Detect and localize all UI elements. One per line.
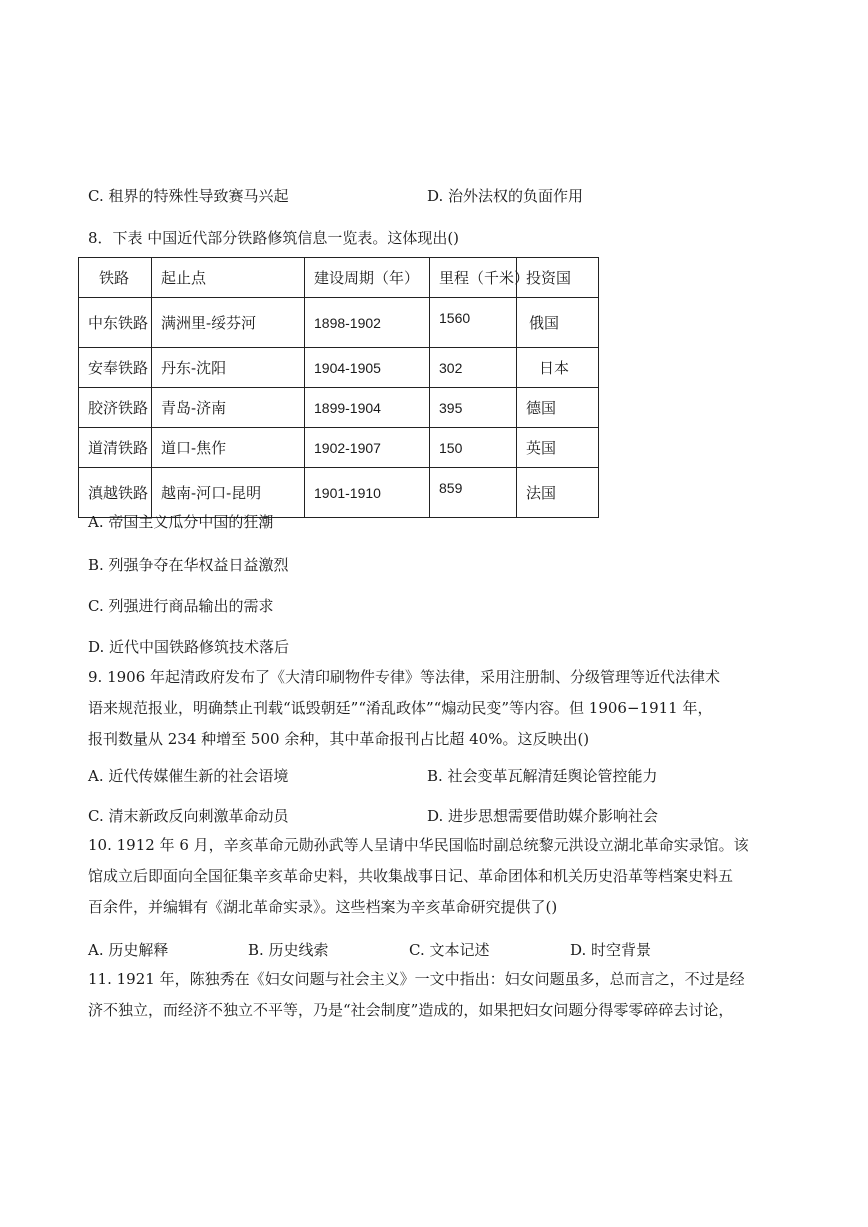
table-cell: 青岛-济南 — [152, 388, 305, 428]
table-cell: 1901-1910 — [305, 468, 430, 518]
q10-option-b: B. 历史线索 — [248, 941, 329, 959]
q9-option-b: B. 社会变革瓦解清廷舆论管控能力 — [427, 767, 658, 785]
table-cell: 1899-1904 — [305, 388, 430, 428]
table-cell: 滇越铁路 — [79, 468, 152, 518]
q7-option-c: C. 租界的特殊性导致赛马兴起 — [88, 187, 289, 205]
table-row — [79, 348, 599, 388]
table-cell: 道口-焦作 — [152, 428, 305, 468]
table-row — [79, 468, 599, 518]
q9-option-c: C. 清末新政反向刺激革命动员 — [88, 807, 289, 825]
table-cell: 满洲里-绥芬河 — [152, 298, 305, 348]
table-header-cell: 建设周期（年） — [305, 258, 430, 298]
q8-option-d: D. 近代中国铁路修筑技术落后 — [88, 638, 290, 656]
q9-stem-line-1: 9. 1906 年起清政府发布了《大清印刷物件专律》等法律，采用注册制、分级管理等近代法律术 — [88, 668, 721, 686]
table-cell: 德国 — [517, 388, 599, 428]
table-header-cell: 起止点 — [152, 258, 305, 298]
table-row — [79, 388, 599, 428]
q9-stem-line-3: 报刊数量从 234 种增至 500 余种，其中革命报刊占比超 40%。这反映出() — [88, 730, 590, 748]
table-header-cell: 投资国 — [517, 258, 599, 298]
table-cell: 302 — [430, 348, 517, 388]
table-cell: 英国 — [517, 428, 599, 468]
table-cell: 中东铁路 — [79, 298, 152, 348]
table-cell: 道清铁路 — [79, 428, 152, 468]
table-cell: 日本 — [517, 348, 599, 388]
q10-option-c: C. 文本记述 — [409, 941, 490, 959]
table-cell: 859 — [430, 468, 517, 518]
table-cell: 法国 — [517, 468, 599, 518]
q8-option-a: A. 帝国主义瓜分中国的狂潮 — [88, 513, 274, 531]
q9-stem-line-2: 语来规范报业，明确禁止刊载“诋毁朝廷”“淆乱政体”“煽动民变”等内容。但 1906−1911 年， — [88, 699, 713, 717]
table-cell: 安奉铁路 — [79, 348, 152, 388]
table-cell: 1560 — [430, 298, 517, 348]
q10-option-a: A. 历史解释 — [88, 941, 169, 959]
table-cell: 1904-1905 — [305, 348, 430, 388]
table-row — [79, 428, 599, 468]
table-cell: 越南-河口-昆明 — [152, 468, 305, 518]
table-header-cell: 里程（千米） — [430, 258, 517, 298]
table-cell: 1898-1902 — [305, 298, 430, 348]
q10-stem-line-1: 10. 1912 年 6 月，辛亥革命元勋孙武等人呈请中华民国临时副总统黎元洪设立湖北革命实录馆。该 — [88, 836, 749, 854]
q7-option-d: D. 治外法权的负面作用 — [427, 187, 584, 205]
q10-option-d: D. 时空背景 — [570, 941, 652, 959]
table-cell: 395 — [430, 388, 517, 428]
q11-stem-line-1: 11. 1921 年，陈独秀在《妇女问题与社会主义》一文中指出：妇女问题虽多，总而言之，不过是经 — [88, 970, 745, 988]
q8-option-b: B. 列强争夺在华权益日益激烈 — [88, 556, 289, 574]
q8-stem: 8．下表 中国近代部分铁路修筑信息一览表。这体现出() — [88, 229, 460, 247]
q10-stem-line-2: 馆成立后即面向全国征集辛亥革命史料，共收集战事日记、革命团体和机关历史沿革等档案史料五 — [88, 867, 734, 885]
table-cell: 俄国 — [517, 298, 599, 348]
table-cell: 150 — [430, 428, 517, 468]
table-header-row — [79, 258, 599, 298]
railway-table — [78, 257, 599, 518]
q11-stem-line-2: 济不独立，而经济不独立不平等，乃是“社会制度”造成的，如果把妇女问题分得零零碎碎去讨论， — [88, 1001, 734, 1019]
q8-option-c: C. 列强进行商品输出的需求 — [88, 597, 274, 615]
table-row — [79, 298, 599, 348]
q9-option-d: D. 进步思想需要借助媒介影响社会 — [427, 807, 659, 825]
table-cell: 胶济铁路 — [79, 388, 152, 428]
table-cell: 1902-1907 — [305, 428, 430, 468]
table-cell: 丹东-沈阳 — [152, 348, 305, 388]
q9-option-a: A. 近代传媒催生新的社会语境 — [88, 767, 289, 785]
q10-stem-line-3: 百余件，并编辑有《湖北革命实录》。这些档案为辛亥革命研究提供了() — [88, 898, 558, 916]
table-header-cell: 铁路 — [79, 258, 152, 298]
